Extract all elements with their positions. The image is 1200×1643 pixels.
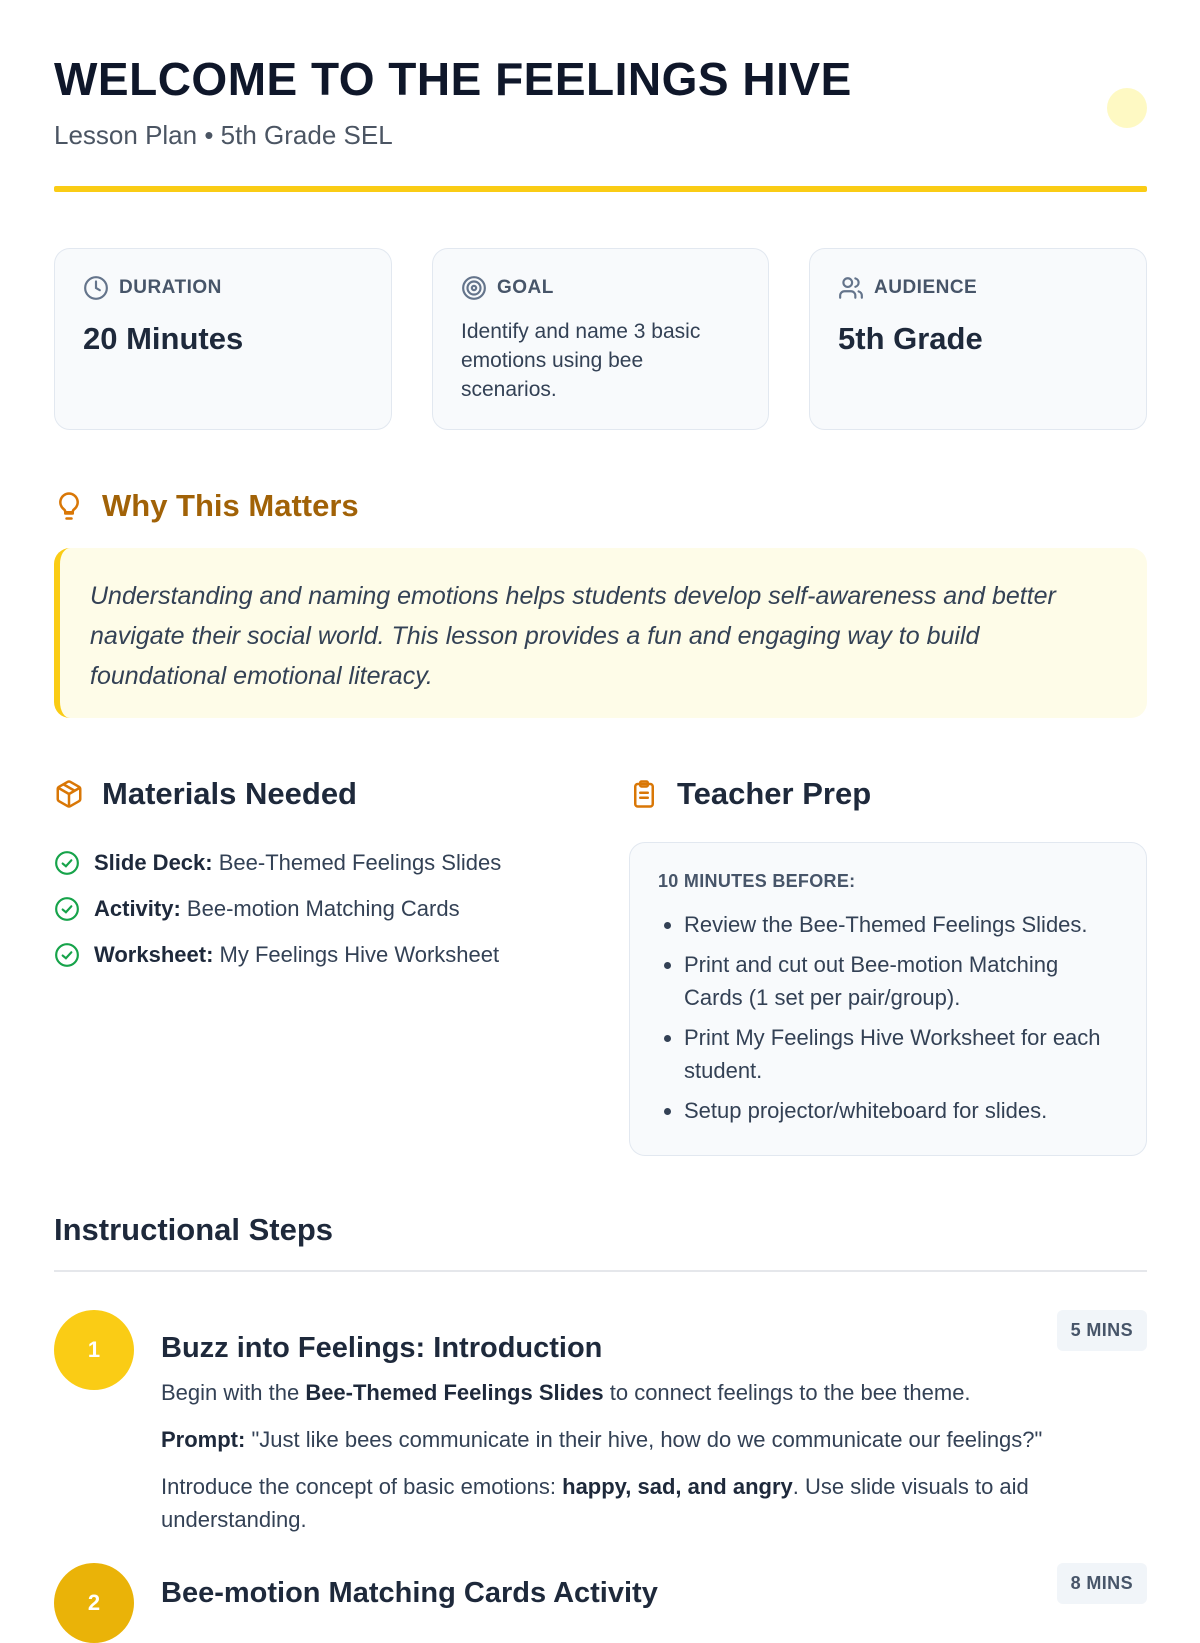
step-paragraph — [161, 1376, 1147, 1409]
material-text: My Feelings Hive Worksheet — [219, 942, 500, 967]
duration-card — [54, 248, 392, 430]
step-number-badge: 1 — [54, 1310, 134, 1390]
materials-list — [54, 840, 501, 978]
step-paragraph — [161, 1470, 1147, 1536]
duration-badge: 5 MINS — [1057, 1310, 1147, 1351]
lightbulb-icon — [54, 490, 84, 522]
bold-text: Bee-Themed Feelings Slides — [305, 1380, 604, 1405]
list-item: • Print My Feelings Hive Worksheet for each student. — [684, 1021, 1118, 1087]
steps-divider — [54, 1270, 1147, 1272]
material-text: Bee-Themed Feelings Slides — [218, 850, 502, 875]
step-title: Bee-motion Matching Cards Activity — [161, 1577, 658, 1609]
prep-heading — [629, 776, 871, 812]
decorative-dot — [1107, 88, 1147, 128]
prep-label: 10 MINUTES BEFORE: — [658, 871, 856, 891]
text-span: . Use slide visuals to aid understanding. — [161, 1474, 1029, 1532]
why-text: Understanding and naming emotions helps students develop self-awareness and better navigate their social world. This lesson provides a fun and engaging way to build foundational emotional literacy. — [90, 582, 1056, 690]
material-label: Worksheet: — [94, 942, 214, 967]
text-span: Introduce the concept of basic emotions: — [161, 1474, 563, 1499]
check-circle-icon — [54, 850, 80, 876]
duration-label: DURATION — [119, 277, 222, 298]
audience-card — [809, 248, 1147, 430]
list-item — [54, 840, 501, 886]
goal-text: Identify and name 3 basic emotions using bee scenarios. — [461, 320, 701, 401]
list-item: • Review the Bee-Themed Feelings Slides. — [684, 908, 1118, 941]
clock-icon — [83, 275, 109, 301]
step-body — [161, 1376, 1147, 1550]
prompt-label: Prompt: — [161, 1427, 246, 1452]
text-span: to connect feelings to the bee theme. — [603, 1380, 971, 1405]
step-paragraph — [161, 1423, 1147, 1456]
step-number-badge: 2 — [54, 1563, 134, 1643]
goal-label: GOAL — [497, 277, 554, 298]
audience-label: AUDIENCE — [874, 277, 978, 298]
page-title: WELCOME TO THE FEELINGS HIVE — [54, 53, 852, 105]
check-circle-icon — [54, 942, 80, 968]
list-item — [54, 886, 501, 932]
list-item — [54, 932, 501, 978]
why-title: Why This Matters — [102, 488, 359, 523]
audience-value: 5th Grade — [838, 321, 983, 356]
duration-badge: 8 MINS — [1057, 1563, 1147, 1604]
prep-list — [658, 908, 1118, 1127]
package-icon — [54, 778, 84, 810]
list-item: • Print and cut out Bee-motion Matching Cards (1 set per pair/group). — [684, 948, 1118, 1014]
check-circle-icon — [54, 896, 80, 922]
steps-title: Instructional Steps — [54, 1212, 334, 1247]
target-icon — [461, 275, 487, 301]
material-label: Activity: — [94, 896, 181, 921]
materials-heading — [54, 776, 357, 812]
bold-text: happy, sad, and angry — [562, 1474, 793, 1499]
duration-label-row — [83, 275, 363, 301]
audience-label-row — [838, 275, 1118, 301]
clipboard-icon — [629, 778, 659, 810]
text-span: Begin with the — [161, 1380, 306, 1405]
materials-title: Materials Needed — [102, 776, 357, 811]
step-title: Buzz into Feelings: Introduction — [161, 1332, 603, 1364]
list-item: • Setup projector/whiteboard for slides. — [684, 1094, 1118, 1127]
why-heading — [54, 488, 359, 524]
material-text: Bee-motion Matching Cards — [186, 896, 460, 921]
prompt-text: "Just like bees communicate in their hive, how do we communicate our feelings?" — [245, 1427, 1043, 1452]
header-divider — [54, 186, 1147, 192]
page-subtitle: Lesson Plan • 5th Grade SEL — [54, 120, 393, 150]
prep-box — [629, 842, 1147, 1156]
material-label: Slide Deck: — [94, 850, 213, 875]
goal-label-row — [461, 275, 740, 301]
duration-value: 20 Minutes — [83, 321, 244, 356]
users-icon — [838, 275, 864, 301]
why-callout — [54, 548, 1147, 718]
goal-card — [432, 248, 769, 430]
prep-title: Teacher Prep — [677, 776, 872, 811]
